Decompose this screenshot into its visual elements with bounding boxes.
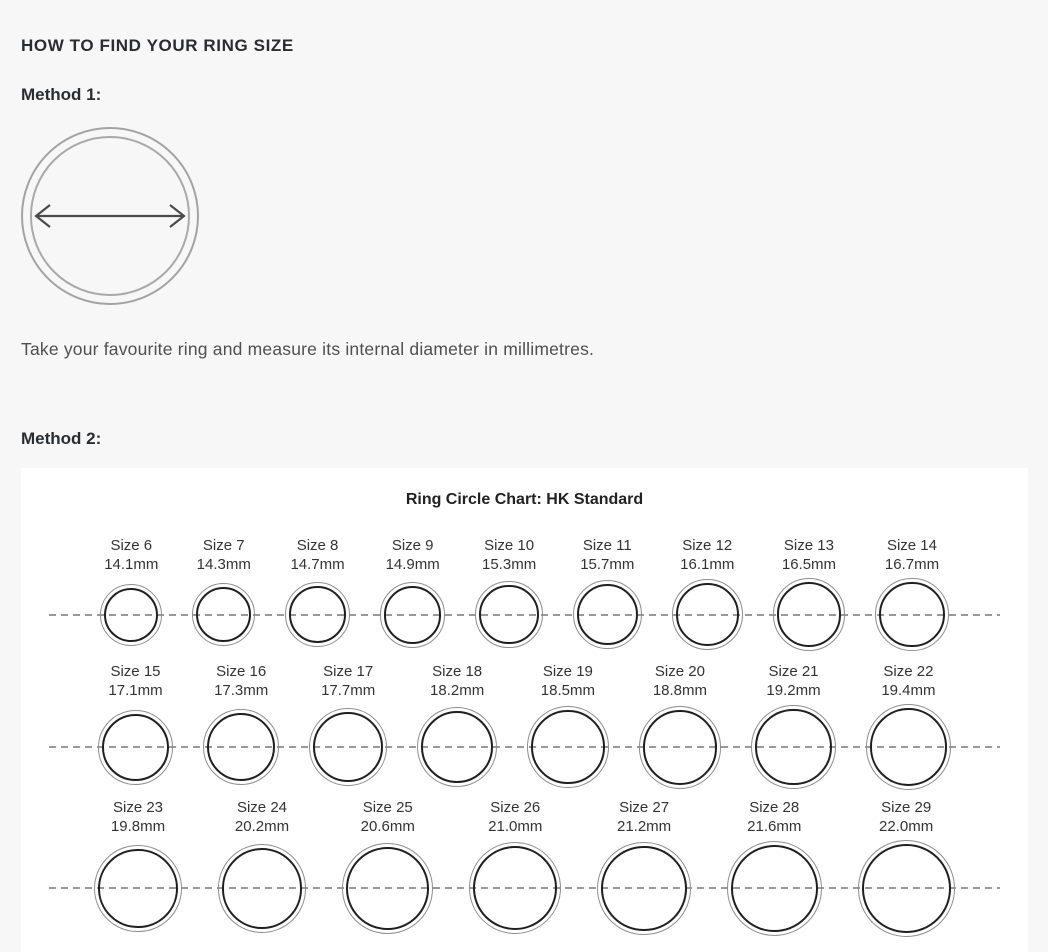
ring-circle-box <box>98 704 173 789</box>
ring-circle-box <box>773 578 846 651</box>
ring-circle-inner <box>479 585 538 644</box>
ring-circle-inner <box>104 588 158 642</box>
ring-size-label: Size 13 <box>783 537 834 554</box>
ring-circle-box <box>309 704 387 789</box>
ring-diameter-illustration <box>21 127 199 305</box>
ring-diameter-label: 16.1mm <box>680 556 735 573</box>
ring-circle <box>773 578 846 651</box>
ring-size-item <box>309 662 387 789</box>
ring-circle <box>639 706 722 789</box>
ring-size-item <box>866 662 951 789</box>
ring-size-item <box>94 798 181 937</box>
ring-size-item <box>639 662 722 789</box>
ring-size-item <box>727 798 822 937</box>
ring-size-label: Size 7 <box>202 537 245 554</box>
chart-title: Ring Circle Chart: HK Standard <box>405 491 644 508</box>
ring-row-items <box>21 798 1028 937</box>
ring-circle <box>218 844 307 933</box>
ring-diameter-label: 15.3mm <box>482 556 537 573</box>
ring-size-label: Size 22 <box>883 663 934 681</box>
ring-circle-inner <box>102 714 169 781</box>
ring-circle <box>417 707 497 787</box>
ring-diameter-label: 20.2mm <box>234 817 290 835</box>
ring-circle-box <box>218 840 307 937</box>
ring-circle-box <box>342 840 433 937</box>
ring-size-label: Size 24 <box>236 798 288 816</box>
ring-diameter-label: 21.6mm <box>747 817 802 835</box>
ring-chart-row <box>21 536 1028 651</box>
ring-circle-box <box>751 704 835 789</box>
ring-diameter-label: 19.4mm <box>881 682 936 700</box>
diameter-arrow-icon <box>23 129 197 303</box>
ring-circle-box <box>94 840 181 937</box>
ring-circle <box>100 584 162 646</box>
ring-circle-inner <box>384 586 442 644</box>
ring-size-item <box>98 662 173 789</box>
ring-circle-inner <box>222 848 303 929</box>
ring-size-label: Size 8 <box>296 537 339 554</box>
ring-circle-box <box>380 578 446 651</box>
ring-size-label: Size 23 <box>112 798 164 816</box>
ring-size-label: Size 10 <box>484 537 535 554</box>
ring-circle <box>475 581 542 648</box>
ring-diameter-label: 18.8mm <box>652 682 708 700</box>
ring-circle-box <box>866 704 951 789</box>
ring-diameter-label: 15.7mm <box>580 556 635 573</box>
ring-circle-inner <box>870 708 947 785</box>
ring-circle-inner <box>755 709 831 785</box>
ring-size-item <box>218 798 307 937</box>
ring-circle <box>94 845 181 932</box>
ring-circle-box <box>727 840 822 937</box>
ring-circle-inner <box>98 849 177 928</box>
ring-circle <box>203 709 279 785</box>
ring-circle-inner <box>643 710 718 785</box>
ring-size-label: Size 6 <box>110 537 153 554</box>
ring-size-item <box>380 536 446 651</box>
ring-size-item <box>417 662 497 789</box>
ring-size-item <box>192 536 255 651</box>
ring-circle-inner <box>531 710 604 783</box>
ring-size-label: Size 15 <box>110 663 161 681</box>
ring-circle-box <box>285 578 350 651</box>
ring-circle <box>342 843 433 934</box>
ring-circle-inner <box>207 713 275 781</box>
ring-circle-inner <box>777 582 842 647</box>
ring-circle-inner <box>676 583 739 646</box>
ring-size-chart-panel <box>21 468 1028 952</box>
ring-circle <box>751 705 835 789</box>
ring-circle-inner <box>289 586 346 643</box>
ring-circle-box <box>469 840 561 937</box>
ring-circle <box>380 582 446 648</box>
ring-circle-inner <box>346 847 429 930</box>
ring-diameter-label: 19.2mm <box>766 682 821 700</box>
ring-diameter-label: 16.5mm <box>781 556 837 573</box>
ring-size-label: Size 21 <box>768 663 819 681</box>
ring-size-item <box>527 662 608 789</box>
ring-diameter-label: 22.0mm <box>879 817 934 835</box>
page-title: HOW TO FIND YOUR RING SIZE <box>21 36 294 55</box>
ring-circle-box <box>203 704 279 789</box>
ring-size-label: Size 26 <box>490 798 541 816</box>
ring-circle <box>866 704 951 789</box>
ring-size-label: Size 18 <box>432 663 483 681</box>
ring-circle-box <box>639 704 722 789</box>
ring-diameter-label: 21.2mm <box>616 817 672 835</box>
ring-diameter-label: 21.0mm <box>488 817 543 835</box>
ring-circle-box <box>672 578 743 651</box>
ring-diameter-label: 16.7mm <box>884 556 940 573</box>
ring-size-item <box>285 536 350 651</box>
ring-size-item <box>672 536 743 651</box>
ring-size-label: Size 27 <box>619 798 670 816</box>
ring-diameter-label: 19.8mm <box>110 817 166 835</box>
ring-size-item <box>573 536 642 651</box>
ring-diameter-label: 14.3mm <box>196 556 251 573</box>
ring-circle-inner <box>731 845 818 932</box>
ring-chart-rows <box>21 536 1028 937</box>
ring-circle-inner <box>196 587 251 642</box>
ring-circle-box <box>875 578 948 651</box>
ring-chart-row <box>21 798 1028 937</box>
ring-circle-inner <box>313 712 383 782</box>
ring-circle-box <box>100 578 162 651</box>
ring-circle-inner <box>879 582 944 647</box>
ring-circle-box <box>417 704 497 789</box>
ring-size-label: Size 9 <box>391 537 434 554</box>
ring-circle-inner <box>421 711 493 783</box>
ring-circle-inner <box>601 846 686 931</box>
ring-size-label: Size 16 <box>216 663 267 681</box>
ring-size-item <box>100 536 162 651</box>
ring-circle-box <box>597 840 690 937</box>
ring-size-item <box>597 798 690 937</box>
ring-circle-box <box>527 704 608 789</box>
ring-circle-inner <box>473 846 557 930</box>
ring-circle-box <box>573 578 642 651</box>
ring-diameter-label: 17.7mm <box>321 682 376 700</box>
ring-size-label: Size 20 <box>654 663 705 681</box>
ring-size-label: Size 11 <box>582 537 632 554</box>
ring-size-label: Size 17 <box>323 663 374 681</box>
ring-diameter-label: 14.7mm <box>290 556 345 573</box>
method1-heading: Method 1: <box>21 85 102 104</box>
ring-size-label: Size 28 <box>749 798 800 816</box>
ring-circle-box <box>475 578 542 651</box>
ring-circle <box>573 580 642 649</box>
ring-circle <box>285 582 350 647</box>
ring-circle <box>309 708 387 786</box>
method2-heading: Method 2: <box>21 429 102 448</box>
ring-row-items <box>21 662 1028 789</box>
ring-diameter-label: 18.5mm <box>540 682 595 700</box>
ring-size-item <box>751 662 835 789</box>
ring-circle-box <box>858 840 955 937</box>
ring-circle <box>192 583 255 646</box>
ring-circle <box>597 842 690 935</box>
ring-row-items <box>21 536 1028 651</box>
ring-size-label: Size 12 <box>682 537 733 554</box>
ring-diameter-label: 17.3mm <box>214 682 269 700</box>
ring-size-item <box>858 798 955 937</box>
ring-circle-inner <box>862 844 951 933</box>
ring-size-item <box>773 536 846 651</box>
ring-size-item <box>469 798 561 937</box>
ring-circle <box>98 710 173 785</box>
ring-size-item <box>475 536 542 651</box>
ring-chart-row <box>21 662 1028 789</box>
ring-diameter-label: 14.9mm <box>385 556 440 573</box>
ring-circle <box>875 578 948 651</box>
ring-size-label: Size 14 <box>886 537 937 554</box>
method1-instruction: Take your favourite ring and measure its internal diameter in millimetres. <box>21 339 595 359</box>
ring-circle <box>727 841 822 936</box>
ring-size-item <box>342 798 433 937</box>
ring-circle-inner <box>577 584 638 645</box>
ring-circle <box>527 706 608 787</box>
ring-diameter-label: 17.1mm <box>108 682 163 700</box>
ring-circle-box <box>192 578 255 651</box>
ring-diameter-label: 20.6mm <box>360 817 415 835</box>
ring-circle <box>672 579 743 650</box>
ring-circle <box>469 842 561 934</box>
ring-size-item <box>203 662 279 789</box>
ring-size-item <box>875 536 948 651</box>
ring-diameter-label: 14.1mm <box>104 556 159 573</box>
ring-size-label: Size 29 <box>881 798 932 816</box>
ring-circle <box>858 840 955 937</box>
ring-diameter-label: 18.2mm <box>430 682 485 700</box>
ring-size-label: Size 25 <box>362 798 413 816</box>
ring-size-label: Size 19 <box>542 663 593 681</box>
